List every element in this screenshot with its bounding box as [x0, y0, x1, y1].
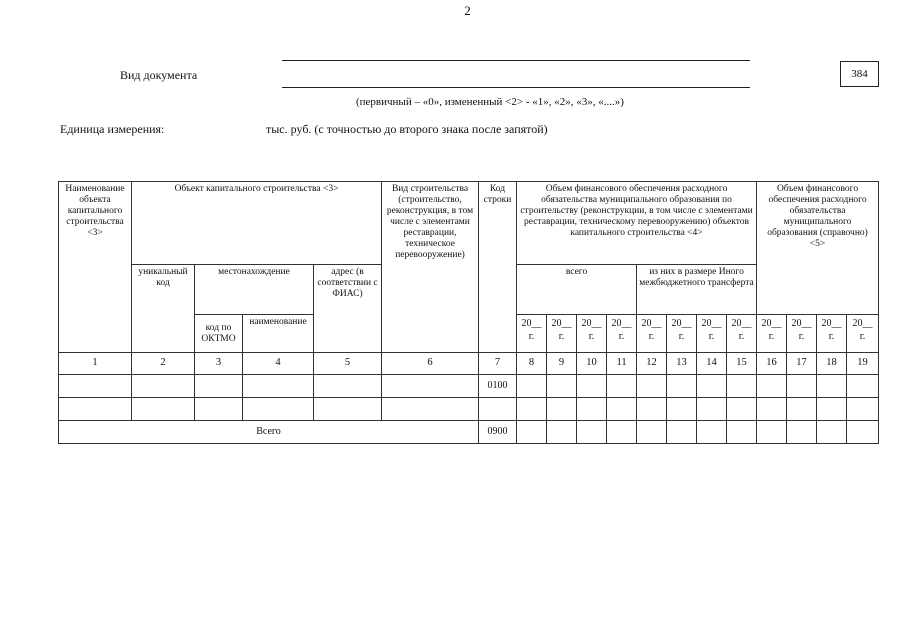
table-cell[interactable]	[817, 398, 847, 421]
header-object: Объект капитального строительства <3>	[132, 182, 382, 265]
column-number: 18	[817, 353, 847, 375]
header-object-name: Наименование объекта капитального строительства <3>	[59, 182, 132, 353]
year-cell: 20__ г.	[787, 315, 817, 353]
column-number: 7	[479, 353, 517, 375]
header-finance: Объем финансового обеспечения расходного обязательства муниципального образования по строительству (реконструкции, в том числе с элементами реставрации, техническому перевооружению) объектов капитального строительства <4>	[517, 182, 757, 265]
table-cell[interactable]	[637, 375, 667, 398]
table-cell[interactable]	[667, 421, 697, 444]
table-cell[interactable]	[132, 398, 195, 421]
unit-value: тыс. руб. (с точностью до второго знака после запятой)	[266, 122, 548, 136]
table-cell[interactable]	[757, 375, 787, 398]
year-cell: 20__ г.	[847, 315, 879, 353]
table-cell[interactable]	[817, 375, 847, 398]
row-code-cell[interactable]	[479, 398, 517, 421]
doc-code-box: 384	[840, 61, 879, 87]
table-cell[interactable]	[314, 398, 382, 421]
row-code-cell: 0100	[479, 375, 517, 398]
column-number: 1	[59, 353, 132, 375]
table-cell[interactable]	[727, 398, 757, 421]
header-row-code: Код строки	[479, 182, 517, 353]
table-cell[interactable]	[314, 375, 382, 398]
column-number: 3	[195, 353, 243, 375]
year-cell: 20__ г.	[817, 315, 847, 353]
column-number: 15	[727, 353, 757, 375]
unit-label: Единица измерения:	[60, 122, 165, 136]
column-number: 2	[132, 353, 195, 375]
year-cell: 20__ г.	[607, 315, 637, 353]
year-cell: 20__ г.	[727, 315, 757, 353]
year-cell: 20__ г.	[667, 315, 697, 353]
column-number: 12	[637, 353, 667, 375]
column-number: 19	[847, 353, 879, 375]
doc-type-hint: (первичный – «0», измененный <2> - «1», «2», «3», «....»)	[356, 96, 624, 108]
table-row	[59, 375, 879, 398]
table-cell[interactable]	[637, 398, 667, 421]
table-cell[interactable]	[787, 398, 817, 421]
total-row	[59, 421, 879, 444]
table-cell[interactable]	[547, 375, 577, 398]
table-cell[interactable]	[817, 421, 847, 444]
year-cell: 20__ г.	[517, 315, 547, 353]
column-number: 4	[243, 353, 314, 375]
table-cell[interactable]	[787, 421, 817, 444]
table-cell[interactable]	[243, 375, 314, 398]
column-number: 5	[314, 353, 382, 375]
year-cell: 20__ г.	[577, 315, 607, 353]
table-cell[interactable]	[727, 375, 757, 398]
table-cell[interactable]	[847, 421, 879, 444]
year-cell: 20__ г.	[697, 315, 727, 353]
table-cell[interactable]	[132, 375, 195, 398]
table-cell[interactable]	[667, 375, 697, 398]
table-cell[interactable]	[607, 375, 637, 398]
table-row	[59, 398, 879, 421]
table-cell[interactable]	[577, 375, 607, 398]
table-cell[interactable]	[757, 398, 787, 421]
doc-type-label: Вид документа	[120, 68, 198, 82]
year-cell: 20__ г.	[757, 315, 787, 353]
table-cell[interactable]	[243, 398, 314, 421]
header-total: всего	[517, 265, 637, 315]
table-cell[interactable]	[547, 421, 577, 444]
year-cell: 20__ г.	[547, 315, 577, 353]
column-number: 6	[382, 353, 479, 375]
table-cell[interactable]	[517, 421, 547, 444]
table-cell[interactable]	[757, 421, 787, 444]
table-cell[interactable]	[577, 398, 607, 421]
table-cell[interactable]	[517, 375, 547, 398]
table-cell[interactable]	[637, 421, 667, 444]
total-code-cell: 0900	[479, 421, 517, 444]
doc-type-top-line	[282, 60, 750, 61]
table-cell[interactable]	[847, 398, 879, 421]
column-number: 9	[547, 353, 577, 375]
header-oktmo: код по ОКТМО	[195, 315, 243, 353]
column-number: 17	[787, 353, 817, 375]
column-number: 10	[577, 353, 607, 375]
table-cell[interactable]	[787, 375, 817, 398]
column-number: 8	[517, 353, 547, 375]
header-naming: наименование	[243, 315, 314, 353]
table-cell[interactable]	[697, 375, 727, 398]
table-cell[interactable]	[847, 375, 879, 398]
header-transfer: из них в размере Иного межбюджетного трансферта	[637, 265, 757, 315]
column-number: 16	[757, 353, 787, 375]
table-cell[interactable]	[547, 398, 577, 421]
table-cell[interactable]	[607, 421, 637, 444]
total-label: Всего	[59, 421, 479, 444]
table-cell[interactable]	[59, 375, 132, 398]
table-cell[interactable]	[59, 398, 132, 421]
column-number: 11	[607, 353, 637, 375]
table-cell[interactable]	[727, 421, 757, 444]
table-cell[interactable]	[667, 398, 697, 421]
header-location: местонахождение	[195, 265, 314, 315]
report-table	[58, 181, 879, 444]
table-cell[interactable]	[577, 421, 607, 444]
column-number: 14	[697, 353, 727, 375]
column-number: 13	[667, 353, 697, 375]
table-cell[interactable]	[607, 398, 637, 421]
table-cell[interactable]	[382, 375, 479, 398]
table-cell[interactable]	[382, 398, 479, 421]
header-construction-type: Вид строительства (строительство, реконструкция, в том числе с элементами реставрации, техническое перевооружение)	[382, 182, 479, 353]
table-cell[interactable]	[697, 398, 727, 421]
header-finance-reference: Объем финансового обеспечения расходного обязательства муниципального образования (справочно) <5>	[757, 182, 879, 315]
page-number: 2	[464, 3, 471, 18]
table-cell[interactable]	[517, 398, 547, 421]
table-cell[interactable]	[195, 398, 243, 421]
table-cell[interactable]	[195, 375, 243, 398]
header-address: адрес (в соответствии с ФИАС)	[314, 265, 382, 353]
year-cell: 20__ г.	[637, 315, 667, 353]
header-unique-code: уникальный код	[132, 265, 195, 353]
doc-type-input-line[interactable]	[282, 87, 750, 88]
table-cell[interactable]	[697, 421, 727, 444]
